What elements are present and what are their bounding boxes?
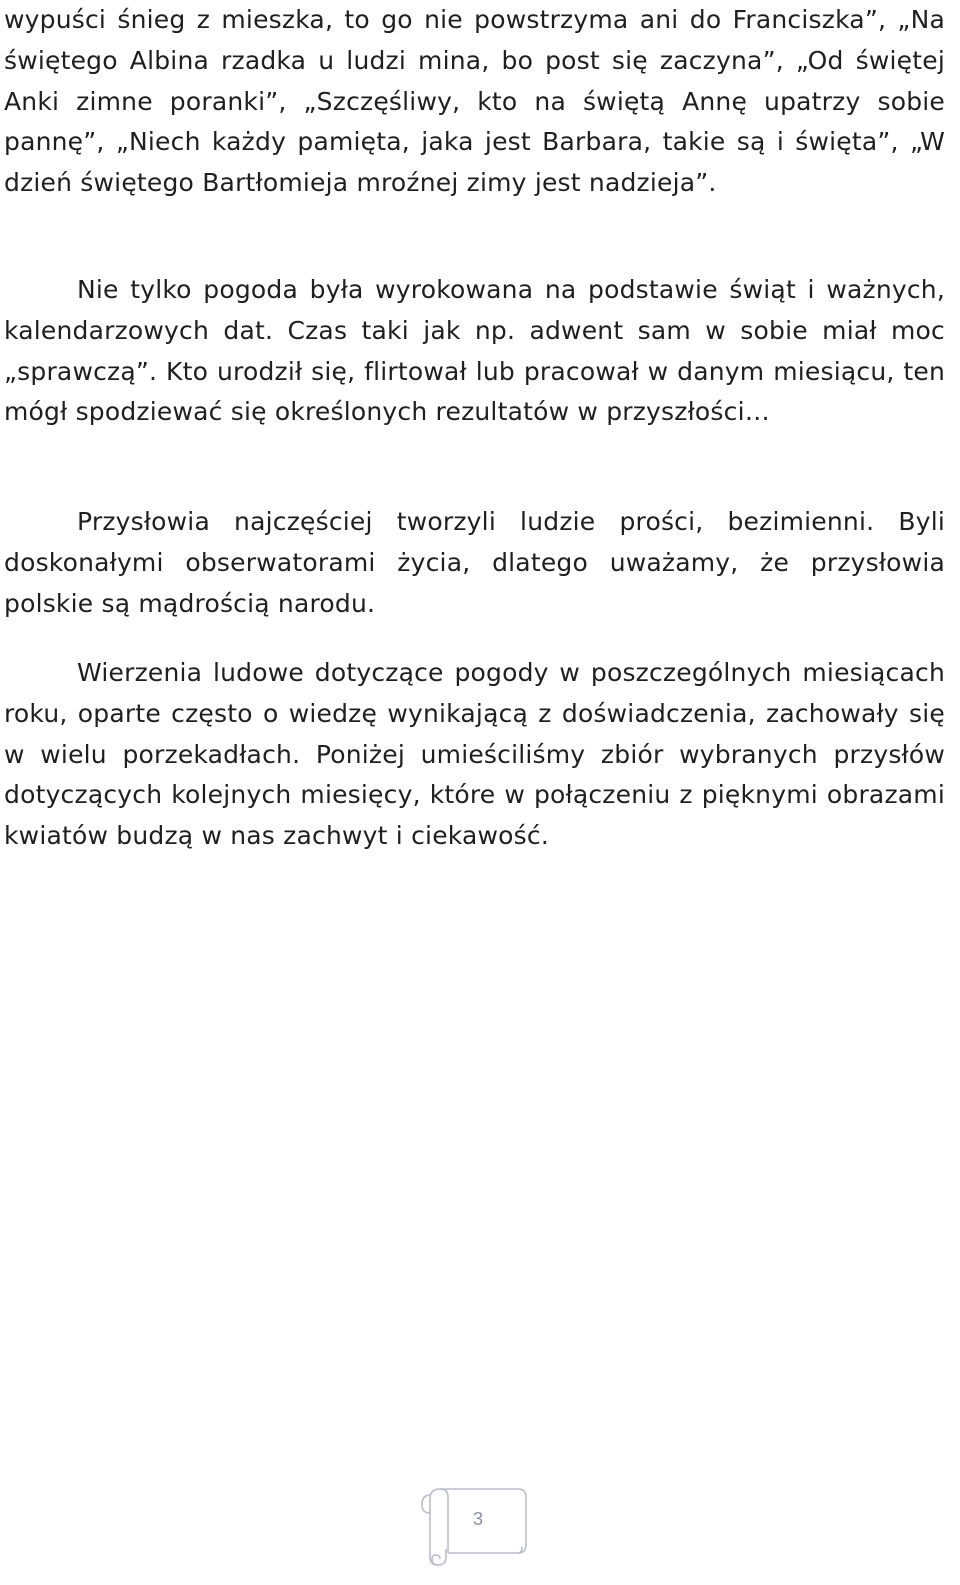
paragraph-proverbs-continuation: wypuści śnieg z mieszka, to go nie powstrzyma ani do Franciszka”, „Na świętego Albina rzadka u ludzi mina, bo post się zaczyna”, „Od świętej Anki zimne poranki”, „Szczęśliwy, kto na świętą Annę upatrzy sobie pannę”, „Niech każdy pamięta, jaka jest Barbara, takie są i święta”, „W dzień świętego Bartłomieja mroźnej zimy jest nadzieja”. [4,5,945,198]
paragraph-proverb-authors: Przysłowia najczęściej tworzyli ludzie prości, bezimienni. Byli doskonałymi obserwatorami życia, dlatego uważamy, że przysłowia polskie są mądrością narodu. [4,507,945,618]
page-number: 3 [472,1509,483,1529]
paragraph-folk-beliefs: Wierzenia ludowe dotyczące pogody w poszczególnych miesiącach roku, oparte często o wiedzę wynikającą z doświadczenia, zachowały się w wielu porzekadłach. Poniżej umieściliśmy zbiór wybranych przysłów dotyczących kolejnych miesięcy, które w połączeniu z pięknymi obrazami kwiatów budzą w nas zachwyt i ciekawość. [4,658,945,851]
page-number-badge [418,1475,530,1567]
paragraph-holidays-dates: Nie tylko pogoda była wyrokowana na podstawie świąt i ważnych, kalendarzowych dat. Czas taki jak np. adwent sam w sobie miał moc „sprawczą”. Kto urodził się, flirtował lub pracował w danym miesiącu, ten mógł spodziewać się określonych rezultatów w przyszłości… [4,275,945,427]
